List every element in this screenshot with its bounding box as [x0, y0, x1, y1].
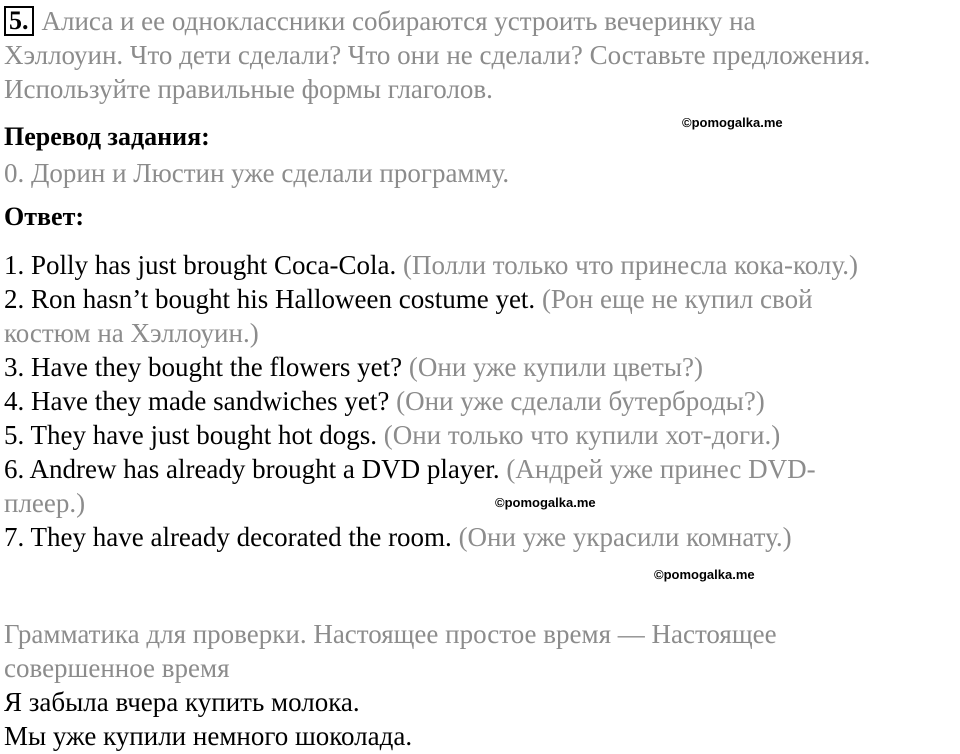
answer-en: 2. Ron hasn’t bought his Halloween costume yet.: [4, 284, 536, 314]
watermark: ©pomogalka.me: [495, 495, 596, 510]
list-item: [4, 452, 858, 486]
answer-ru-continuation: костюм на Хэллоуин.): [4, 318, 259, 348]
answer-ru: (Они уже сделали бутерброды?): [396, 386, 765, 416]
answer-ru-continuation: плеер.): [4, 488, 86, 518]
task-number: 5.: [4, 6, 34, 36]
list-item: [4, 350, 858, 384]
answer-en: 3. Have they bought the flowers yet?: [4, 352, 403, 382]
answer-en: 6. Andrew has already brought a DVD player.: [4, 454, 500, 484]
answer-list: [4, 248, 858, 554]
task-line-3: Используйте правильные формы глаголов.: [4, 74, 493, 104]
answer-ru: (Полли только что принесла кока-колу.): [402, 250, 858, 280]
answer-en: 5. They have just bought hot dogs.: [4, 420, 377, 450]
list-item: [4, 248, 858, 282]
task-block: [4, 4, 870, 106]
grammar-example-2: Мы уже купили немного шоколада.: [4, 721, 413, 751]
list-item: [4, 520, 858, 554]
grammar-line-2: совершенное время: [4, 653, 230, 683]
task-line-1: [4, 4, 870, 38]
watermark: ©pomogalka.me: [654, 567, 755, 582]
answer-ru: (Андрей уже принес DVD-: [506, 454, 816, 484]
task-text: Алиса и ее одноклассники собираются устроить вечеринку на: [41, 6, 756, 36]
translation-heading: Перевод задания:: [4, 122, 210, 151]
answer-block: [4, 200, 858, 554]
answer-ru: (Они уже купили цветы?): [408, 352, 703, 382]
watermark: ©pomogalka.me: [682, 115, 783, 130]
grammar-line-1: Грамматика для проверки. Настоящее простое время — Настоящее: [4, 619, 777, 649]
answer-en: 7. They have already decorated the room.: [4, 522, 452, 552]
list-item: [4, 384, 858, 418]
answer-ru: (Они только что купили хот-доги.): [383, 420, 781, 450]
answer-ru: (Они уже украсили комнату.): [458, 522, 792, 552]
answer-heading: Ответ:: [4, 202, 85, 231]
list-item: [4, 418, 858, 452]
translation-block: [4, 120, 509, 190]
answer-en: 1. Polly has just brought Coca-Cola.: [4, 250, 397, 280]
list-item: [4, 282, 858, 316]
answer-ru: (Рон еще не купил свой: [541, 284, 813, 314]
grammar-example-1: Я забыла вчера купить молока.: [4, 687, 360, 717]
translation-text: 0. Дорин и Люстин уже сделали программу.: [4, 158, 510, 188]
task-line-2: Хэллоуин. Что дети сделали? Что они не сделали? Составьте предложения.: [4, 40, 871, 70]
answer-en: 4. Have they made sandwiches yet?: [4, 386, 390, 416]
grammar-block: [4, 617, 777, 753]
